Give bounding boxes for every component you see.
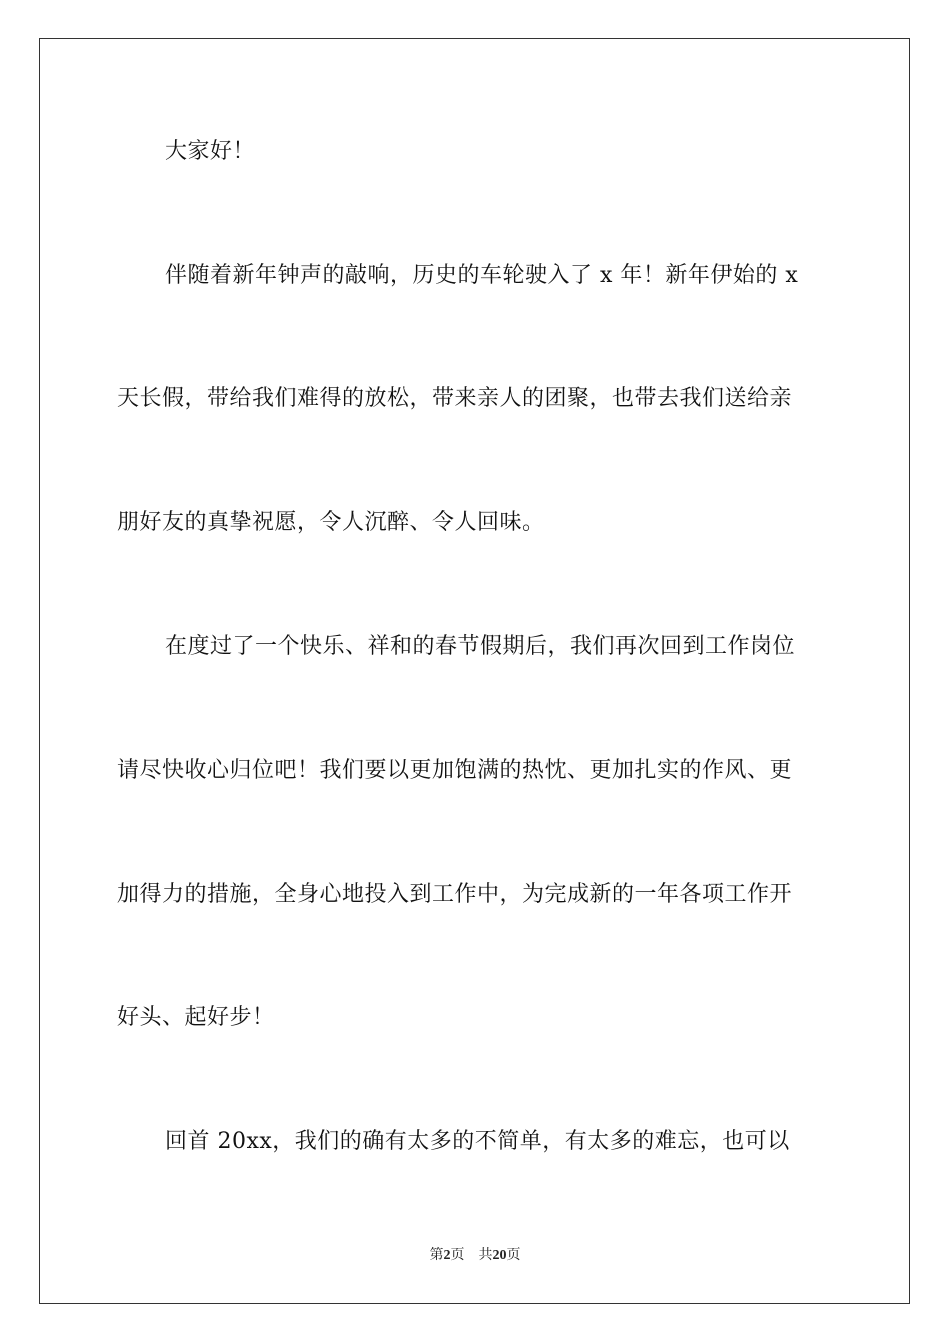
text-line: 天长假，带给我们难得的放松，带来亲人的团聚，也带去我们送给亲 bbox=[117, 386, 793, 411]
total-label-prefix: 共 bbox=[478, 1248, 493, 1263]
text-line: 好头、起好步！ bbox=[117, 1005, 275, 1030]
text-line: 加得力的措施，全身心地投入到工作中，为完成新的一年各项工作开 bbox=[117, 882, 793, 907]
text-line: 在度过了一个快乐、祥和的春节假期后，我们再次回到工作岗位 bbox=[165, 634, 796, 659]
page-label-suffix: 页 bbox=[450, 1248, 465, 1263]
page-label-prefix: 第 bbox=[429, 1248, 444, 1263]
total-label-suffix: 页 bbox=[506, 1248, 521, 1263]
text-line: 回首 20xx，我们的确有太多的不简单，有太多的难忘，也可以 bbox=[165, 1129, 790, 1154]
page-number: 2 bbox=[443, 1248, 451, 1263]
total-pages: 20 bbox=[492, 1248, 507, 1263]
page-border bbox=[39, 38, 910, 1304]
text-line: 伴随着新年钟声的敲响，历史的车轮驶入了 x 年！新年伊始的 x bbox=[165, 263, 799, 288]
page-footer bbox=[0, 1247, 950, 1265]
text-line: 请尽快收心归位吧！我们要以更加饱满的热忱、更加扎实的作风、更 bbox=[117, 758, 793, 783]
text-line-greeting: 大家好！ bbox=[165, 139, 256, 164]
text-line: 朋好友的真挚祝愿，令人沉醉、令人回味。 bbox=[117, 510, 545, 535]
